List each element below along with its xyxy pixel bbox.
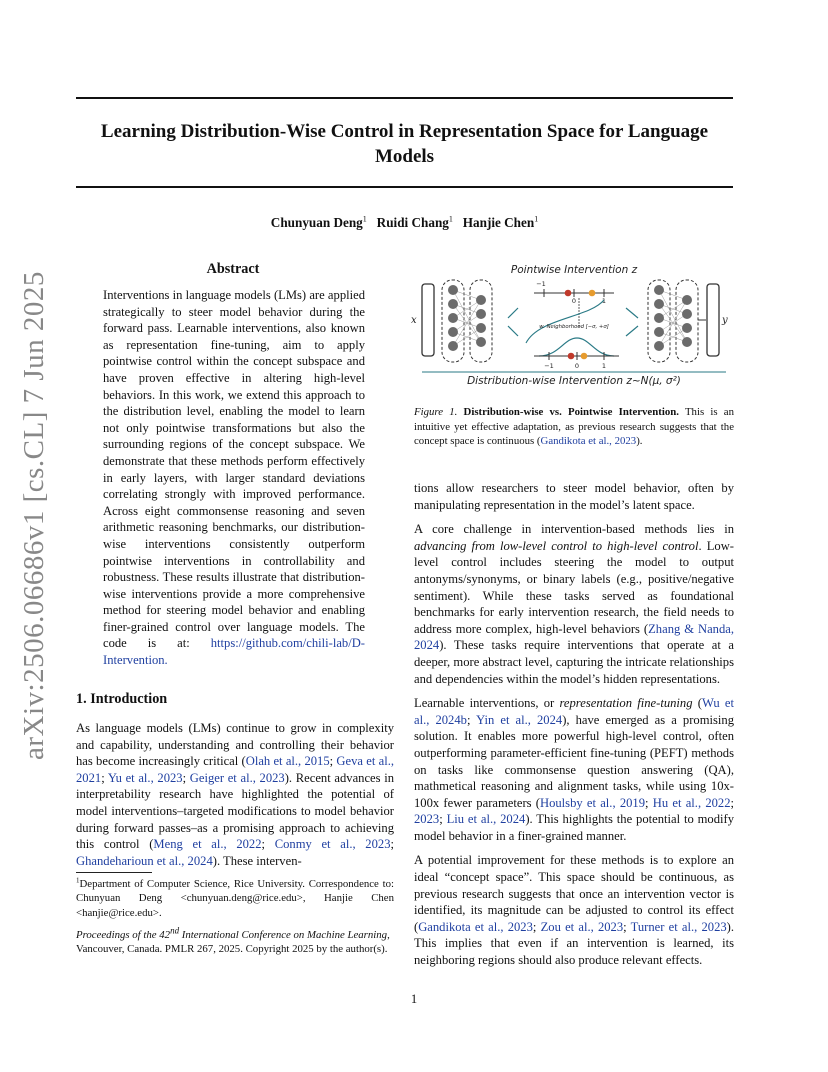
pointwise-axis — [534, 280, 614, 305]
axis-tick-label: 1 — [601, 297, 607, 305]
paragraph-text: ). This highlights the potential to modify model behavior in a finer-grained manner. — [414, 812, 734, 843]
citation-link[interactable]: Geiger et al., 2023 — [189, 770, 285, 785]
citation-separator: ; — [329, 754, 337, 769]
paper-title: Learning Distribution-Wise Control in Representation Space for Language Models — [100, 121, 709, 167]
caption-end: ). — [636, 435, 643, 448]
input-box — [422, 284, 434, 356]
section-heading-introduction: 1. Introduction — [76, 691, 168, 707]
right-network — [648, 280, 698, 362]
output-box — [707, 284, 719, 356]
axis-tick-label: 1 — [601, 362, 607, 370]
citation-separator: ; — [466, 712, 477, 727]
title-rule-thin — [76, 186, 733, 188]
distribution-point-red — [568, 353, 575, 360]
distribution-point-orange — [581, 353, 588, 360]
intervention-curve — [526, 300, 604, 343]
paragraph-text: A potential improvement for these methods is to explore an ideal “concept space”. This space should be continuous, as previous research suggests that once an intervention vector is identified, its magnitude can be adjusted to control its effect ( — [414, 853, 734, 934]
author-name: Ruidi Chang — [376, 215, 449, 230]
axis-tick-label: 0 — [574, 362, 580, 370]
figure-1-diagram — [411, 258, 734, 390]
paragraph-text: Learnable interventions, or — [414, 696, 560, 711]
caption-title: Distribution-wise vs. Pointwise Intervention. — [463, 406, 679, 418]
citation-separator: ; — [645, 795, 653, 810]
proceedings-ordinal: 42 — [159, 929, 171, 941]
axis-tick-label: 0 — [571, 297, 577, 305]
paragraph-text: A core challenge in intervention-based methods lies in — [414, 522, 734, 537]
input-label-x: x — [411, 315, 417, 326]
author-affiliation-mark: 1 — [534, 214, 539, 224]
figure-label: Figure 1. — [414, 406, 458, 418]
citation-link[interactable]: Houlsby et al., 2019 — [539, 795, 646, 810]
citation-separator: ; — [730, 795, 735, 810]
citation-separator: ; — [623, 919, 631, 934]
axis-tick-label: −1 — [544, 362, 554, 370]
author-name: Hanjie Chen — [462, 215, 535, 230]
citation-link[interactable]: Gandikota et al., 2023 — [540, 435, 637, 448]
citation-link[interactable]: Wu et al., 2024b — [414, 696, 735, 727]
intro-text: ). Recent advances in interpretability research have highlighted the potential of model interventions–targeted modifications to model behavior during forward passes–as a promising approach to achieving this control ( — [76, 770, 395, 852]
right-column-text — [414, 480, 734, 977]
proceedings-venue: International Conference on Machine Learning — [179, 929, 388, 941]
figure-bottom-label: Distribution-wise Intervention z~N(μ, σ²) — [467, 375, 681, 387]
citation-separator: ; — [532, 919, 541, 934]
emphasis-text: advancing from low-level control to high-level control — [414, 538, 699, 553]
paragraph-text: ). This implies that even if an intervention is learned, its neighboring regions should also produce relevant effects. — [414, 919, 735, 968]
citation-link[interactable]: Zhang & Nanda, 2024 — [414, 621, 734, 653]
author-list — [76, 215, 733, 231]
citation-separator: ; — [439, 812, 447, 827]
author-affiliation-mark: 1 — [448, 214, 453, 224]
intro-text: ). These interven- — [212, 853, 302, 868]
left-network — [442, 280, 492, 362]
citation-link[interactable]: Gandikota et al., 2023 — [418, 919, 533, 934]
intro-paragraph — [76, 720, 394, 869]
intro-text: As language models (LMs) continue to grow in complexity and capability, understanding and controlling their behavior has become increasingly critical ( — [76, 721, 394, 769]
citation-separator: ( — [692, 696, 702, 711]
paragraph — [414, 521, 734, 687]
author-affiliation-mark: 1 — [362, 214, 367, 224]
citation-link[interactable]: Hu et al., 2022 — [652, 795, 731, 810]
citation-link[interactable]: Turner et al., 2023 — [630, 919, 727, 934]
proceedings-ordinal-suffix: nd — [170, 925, 180, 936]
footnote-text: Department of Computer Science, Rice University. Correspondence to: Chunyuan Deng <chunyuan.deng@rice.edu>, Hanjie Chen <hanjie@rice.edu>. — [76, 878, 394, 919]
paragraph — [414, 852, 734, 968]
citation-link[interactable]: Zou et al., 2023 — [540, 919, 624, 934]
proceedings-rest: , Vancouver, Canada. PMLR 267, 2025. Copyright 2025 by the author(s). — [76, 929, 390, 956]
citation-link[interactable]: Olah et al., 2015 — [245, 754, 330, 769]
citation-separator: ; — [390, 837, 394, 852]
neighborhood-label: w. Neighborhood [−σ, +σ] — [539, 324, 609, 330]
pointwise-point-red — [565, 290, 572, 297]
figure-1-caption — [414, 405, 734, 449]
paragraph-text: ), have emerged as a promising solution. It enables more powerful high-level control, often outperforming parameter-efficient fine-tuning (PEFT) methods on tasks like commonsense question answering (QA), mathmetical reasoning and alignment tasks, while using 10x-100x fewer parameters ( — [414, 712, 734, 810]
paragraph-text: . Low-level control includes steering the model to output antonyms/synonyms, or binary labels (e.g., positive/negative sentiment). While these tasks served as foundational benchmarks for early intervention research, the field needs to address more complex, high-level behaviors ( — [414, 538, 734, 636]
citation-link[interactable]: Ghandeharioun et al., 2024 — [76, 853, 213, 868]
pointwise-point-orange — [589, 290, 596, 297]
abstract-body — [103, 287, 365, 669]
paragraph — [414, 480, 734, 513]
affiliation-footnote — [76, 877, 394, 920]
citation-link[interactable]: Liu et al., 2024 — [446, 812, 526, 827]
paragraph-text: tions allow researchers to steer model behavior, often by manipulating representation in the model’s latent space. — [414, 481, 734, 512]
axis-tick-label: −1 — [536, 280, 546, 288]
citation-link[interactable]: Geva et al., 2021 — [76, 754, 394, 785]
flow-arrows — [508, 308, 638, 336]
citation-link[interactable]: Conmy et al., 2023 — [274, 837, 391, 852]
caption-text: This is an intuitive yet effective adaptation, as previous research suggests that the concept space is continuous ( — [414, 406, 734, 448]
arxiv-side-label: arXiv:2506.06686v1 [cs.CL] 7 Jun 2025 — [18, 271, 50, 760]
proceedings-note — [76, 925, 394, 957]
citation-link[interactable]: Yu et al., 2023 — [107, 770, 183, 785]
citation-link[interactable]: Meng et al., 2022 — [153, 837, 262, 852]
citation-separator: ; — [182, 770, 190, 785]
output-label-y: y — [722, 315, 728, 326]
top-rule-thick — [76, 97, 733, 99]
emphasis-text: representation fine-tuning — [559, 696, 693, 711]
abstract-heading: Abstract — [206, 261, 260, 277]
page-number: 1 — [410, 992, 418, 1006]
code-link[interactable]: https://github.com/chili-lab/D-Intervention. — [103, 636, 366, 668]
author-name: Chunyuan Deng — [270, 215, 363, 230]
footnote-rule — [76, 872, 152, 873]
abstract-text: Interventions in language models (LMs) are applied strategically to steer model behavior during the forward pass. Learnable interventions, also known as representation fine-tuning, aim to apply pointwise control within the concept subspace and have proven effective in altering high-level behaviors. In this work, we extend this approach to the distribution level, enabling the model to learn not only pointwise transformations but also the surrounding regions of the concept subspace. We demonstrate that these methods perform effectively in early layers, with larger standard deviations correlating strongly with improved performance. Across eight commonsense reasoning and seven arithmetic reasoning benchmarks, our distribution-wise interventions consistently outperform pointwise interventions in controllability and robustness. These results illustrate that distribution-wise interventions provide a more comprehensive method for steering model behavior and enabling finer-grained control over language models. The code is at: — [103, 288, 365, 651]
paragraph — [414, 695, 734, 844]
citation-separator: ; — [261, 837, 275, 852]
citation-separator: ; — [101, 770, 108, 785]
citation-link[interactable]: Yin et al., 2024 — [476, 712, 563, 727]
citation-link[interactable]: 2023 — [414, 812, 440, 827]
footnote-mark: 1 — [76, 876, 80, 885]
distribution-axis — [534, 338, 619, 370]
figure-top-label: Pointwise Intervention z — [510, 264, 638, 276]
paragraph-text: ). These tasks require interventions that operate at a deeper, more abstract level, capturing the intricate relationships and dependencies within the model’s hidden representations. — [414, 638, 734, 686]
proceedings-prefix: Proceedings of the — [76, 929, 160, 941]
